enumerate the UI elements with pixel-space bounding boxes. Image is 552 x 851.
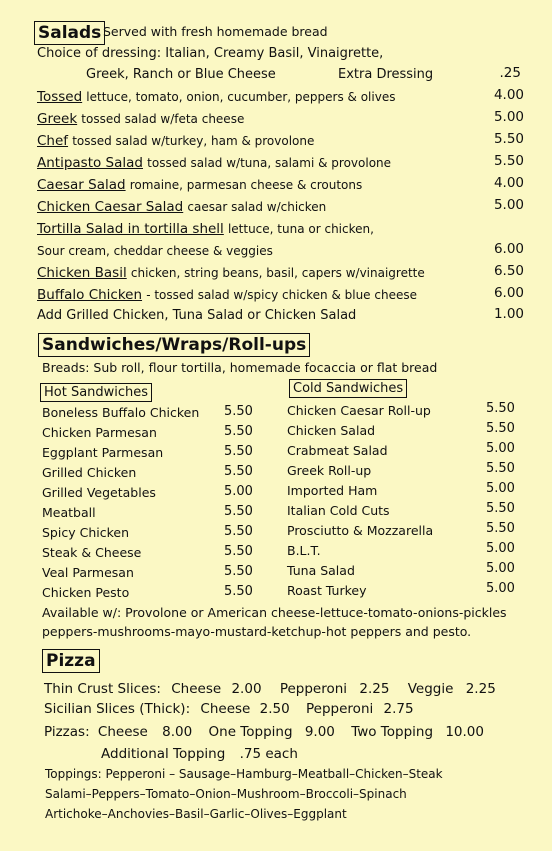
- sicilian-pepperoni-price: 2.75: [383, 701, 414, 717]
- salad-item: [37, 111, 244, 128]
- cold-sandwich-name: Chicken Caesar Roll-up: [287, 403, 431, 418]
- cold-sandwich-price: 5.50: [486, 421, 515, 436]
- cold-sandwich-price: 5.00: [486, 561, 515, 576]
- extra-dressing-label: Extra Dressing: [338, 67, 434, 82]
- salad-price: 5.50: [493, 153, 524, 169]
- salad-desc: lettuce, tuna or chicken,: [227, 222, 374, 236]
- salad-name: Chicken Caesar Salad: [37, 199, 184, 215]
- cold-sandwich-price: 5.00: [486, 541, 515, 556]
- salad-item: [37, 155, 391, 172]
- cold-sandwich-price: 5.00: [486, 481, 515, 496]
- thin-crust-line: [44, 680, 496, 698]
- hot-sandwiches-heading: Hot Sandwiches: [40, 383, 152, 402]
- sicilian-cheese-label: Cheese: [200, 701, 251, 717]
- additional-topping-price: .75 each: [239, 746, 298, 762]
- salad-item: [37, 287, 417, 304]
- hot-sandwich-price: 5.50: [224, 504, 253, 519]
- toppings-line-3: Artichoke–Anchovies–Basil–Garlic–Olives–Eggplant: [45, 807, 347, 821]
- dressing-line-1: Choice of dressing: Italian, Creamy Basil, Vinaigrette,: [37, 46, 384, 61]
- cold-sandwich-name: Chicken Salad: [287, 423, 376, 438]
- salad-desc: tossed salad w/tuna, salami & provolone: [147, 156, 392, 170]
- thin-cheese-price: 2.00: [231, 681, 262, 697]
- sicilian-label: Sicilian Slices (Thick):: [44, 701, 191, 717]
- salad-desc: romaine, parmesan cheese & croutons: [129, 178, 363, 192]
- hot-sandwich-price: 5.50: [224, 444, 253, 459]
- salad-item: [37, 243, 273, 260]
- salad-price: 5.00: [493, 197, 524, 213]
- sicilian-line: [44, 700, 414, 718]
- salad-price: 4.00: [493, 175, 524, 191]
- salad-addon: Add Grilled Chicken, Tuna Salad or Chicken Salad: [37, 308, 357, 323]
- salad-price: 5.00: [493, 109, 524, 125]
- salad-desc: - tossed salad w/spicy chicken & blue cheese: [146, 288, 417, 302]
- salad-name: Tortilla Salad in tortilla shell: [37, 221, 224, 237]
- sandwiches-heading: Sandwiches/Wraps/Roll-ups: [38, 333, 310, 357]
- hot-sandwich-name: Chicken Pesto: [42, 585, 130, 600]
- hot-sandwich-price: 5.00: [224, 484, 253, 499]
- cold-sandwich-name: Roast Turkey: [287, 583, 367, 598]
- salad-item: [37, 89, 395, 106]
- cold-sandwich-name: B.L.T.: [287, 543, 321, 558]
- thin-veggie-price: 2.25: [465, 681, 496, 697]
- cold-sandwich-price: 5.50: [486, 501, 515, 516]
- hot-sandwich-name: Grilled Chicken: [42, 465, 137, 480]
- cold-sandwich-price: 5.00: [486, 441, 515, 456]
- salad-name: Antipasto Salad: [37, 155, 143, 171]
- dressing-line-2: Greek, Ranch or Blue Cheese: [86, 67, 276, 82]
- cold-sandwich-price: 5.50: [486, 521, 515, 536]
- toppings-line-2: Salami–Peppers–Tomato–Onion–Mushroom–Broccoli–Spinach: [45, 787, 407, 801]
- pizzas-one-topping-label: One Topping: [208, 724, 293, 740]
- cold-sandwich-name: Imported Ham: [287, 483, 378, 498]
- cold-sandwich-name: Prosciutto & Mozzarella: [287, 523, 434, 538]
- cold-sandwich-price: 5.50: [486, 461, 515, 476]
- salad-name: Chef: [37, 133, 69, 149]
- salad-price: 6.00: [493, 241, 524, 257]
- salad-price: 5.50: [493, 131, 524, 147]
- pizza-heading: Pizza: [42, 649, 100, 673]
- salad-desc: Sour cream, cheddar cheese & veggies: [37, 244, 273, 258]
- available-line-1: Available w/: Provolone or American cheese-lettuce-tomato-onions-pickles: [42, 605, 507, 620]
- pizzas-cheese-label: Cheese: [97, 724, 148, 740]
- sicilian-cheese-price: 2.50: [259, 701, 290, 717]
- salad-price: 6.00: [493, 285, 524, 301]
- salads-subtitle: Served with fresh homemade bread: [103, 24, 328, 39]
- thin-pepperoni-price: 2.25: [359, 681, 390, 697]
- hot-sandwich-price: 5.50: [224, 404, 253, 419]
- thin-veggie-label: Veggie: [407, 681, 454, 697]
- hot-sandwich-price: 5.50: [224, 464, 253, 479]
- thin-pepperoni-label: Pepperoni: [279, 681, 348, 697]
- additional-topping-label: Additional Topping: [101, 746, 226, 762]
- thin-cheese-label: Cheese: [171, 681, 222, 697]
- sicilian-pepperoni-label: Pepperoni: [306, 701, 374, 717]
- salad-item: [37, 177, 362, 194]
- pizzas-two-topping-label: Two Topping: [351, 724, 434, 740]
- hot-sandwich-price: 5.50: [224, 544, 253, 559]
- hot-sandwich-name: Boneless Buffalo Chicken: [42, 405, 200, 420]
- salad-price: 4.00: [493, 87, 524, 103]
- hot-sandwich-price: 5.50: [224, 584, 253, 599]
- hot-sandwich-name: Eggplant Parmesan: [42, 445, 164, 460]
- salad-desc: chicken, string beans, basil, capers w/vinaigrette: [130, 266, 425, 280]
- cold-sandwich-price: 5.50: [486, 401, 515, 416]
- toppings-line-1: Toppings: Pepperoni – Sausage–Hamburg–Meatball–Chicken–Steak: [45, 767, 443, 781]
- salad-item: [37, 308, 356, 324]
- hot-sandwich-name: Steak & Cheese: [42, 545, 142, 560]
- salad-name: Chicken Basil: [37, 265, 127, 281]
- pizzas-line: [44, 723, 484, 741]
- pizzas-two-topping-price: 10.00: [445, 724, 484, 740]
- salad-item: [37, 265, 425, 282]
- hot-sandwich-name: Grilled Vegetables: [42, 485, 156, 500]
- hot-sandwich-price: 5.50: [224, 564, 253, 579]
- salad-price: 6.50: [493, 263, 524, 279]
- hot-sandwich-price: 5.50: [224, 524, 253, 539]
- breads-line: Breads: Sub roll, flour tortilla, homemade focaccia or flat bread: [42, 360, 438, 375]
- salad-item: [37, 221, 374, 238]
- hot-sandwich-name: Meatball: [42, 505, 96, 520]
- pizzas-label: Pizzas:: [44, 724, 90, 740]
- pizzas-one-topping-price: 9.00: [304, 724, 335, 740]
- salad-desc: tossed salad w/feta cheese: [81, 112, 245, 126]
- salad-name: Caesar Salad: [37, 177, 126, 193]
- salad-item: [37, 199, 326, 216]
- salad-name: Greek: [37, 111, 78, 127]
- cold-sandwiches-heading: Cold Sandwiches: [289, 379, 407, 398]
- hot-sandwich-name: Veal Parmesan: [42, 565, 134, 580]
- hot-sandwich-name: Chicken Parmesan: [42, 425, 157, 440]
- cold-sandwich-price: 5.00: [486, 581, 515, 596]
- salad-desc: tossed salad w/turkey, ham & provolone: [72, 134, 315, 148]
- hot-sandwich-price: 5.50: [224, 424, 253, 439]
- salad-desc: lettuce, tomato, onion, cucumber, peppers & olives: [86, 90, 396, 104]
- salad-name: Tossed: [37, 89, 83, 105]
- salads-heading: Salads: [34, 21, 105, 45]
- salad-price: 1.00: [493, 306, 524, 322]
- cold-sandwich-name: Greek Roll-up: [287, 463, 372, 478]
- cold-sandwich-name: Tuna Salad: [287, 563, 355, 578]
- pizzas-cheese-price: 8.00: [162, 724, 193, 740]
- salad-desc: caesar salad w/chicken: [187, 200, 327, 214]
- cold-sandwich-name: Crabmeat Salad: [287, 443, 388, 458]
- additional-topping-line: [101, 745, 298, 763]
- salad-name: Buffalo Chicken: [37, 287, 143, 303]
- hot-sandwich-name: Spicy Chicken: [42, 525, 129, 540]
- thin-crust-label: Thin Crust Slices:: [44, 681, 161, 697]
- salad-item: [37, 133, 314, 150]
- extra-dressing-price: .25: [499, 65, 521, 81]
- cold-sandwich-name: Italian Cold Cuts: [287, 503, 390, 518]
- available-line-2: peppers-mushrooms-mayo-mustard-ketchup-hot peppers and pesto.: [42, 624, 472, 639]
